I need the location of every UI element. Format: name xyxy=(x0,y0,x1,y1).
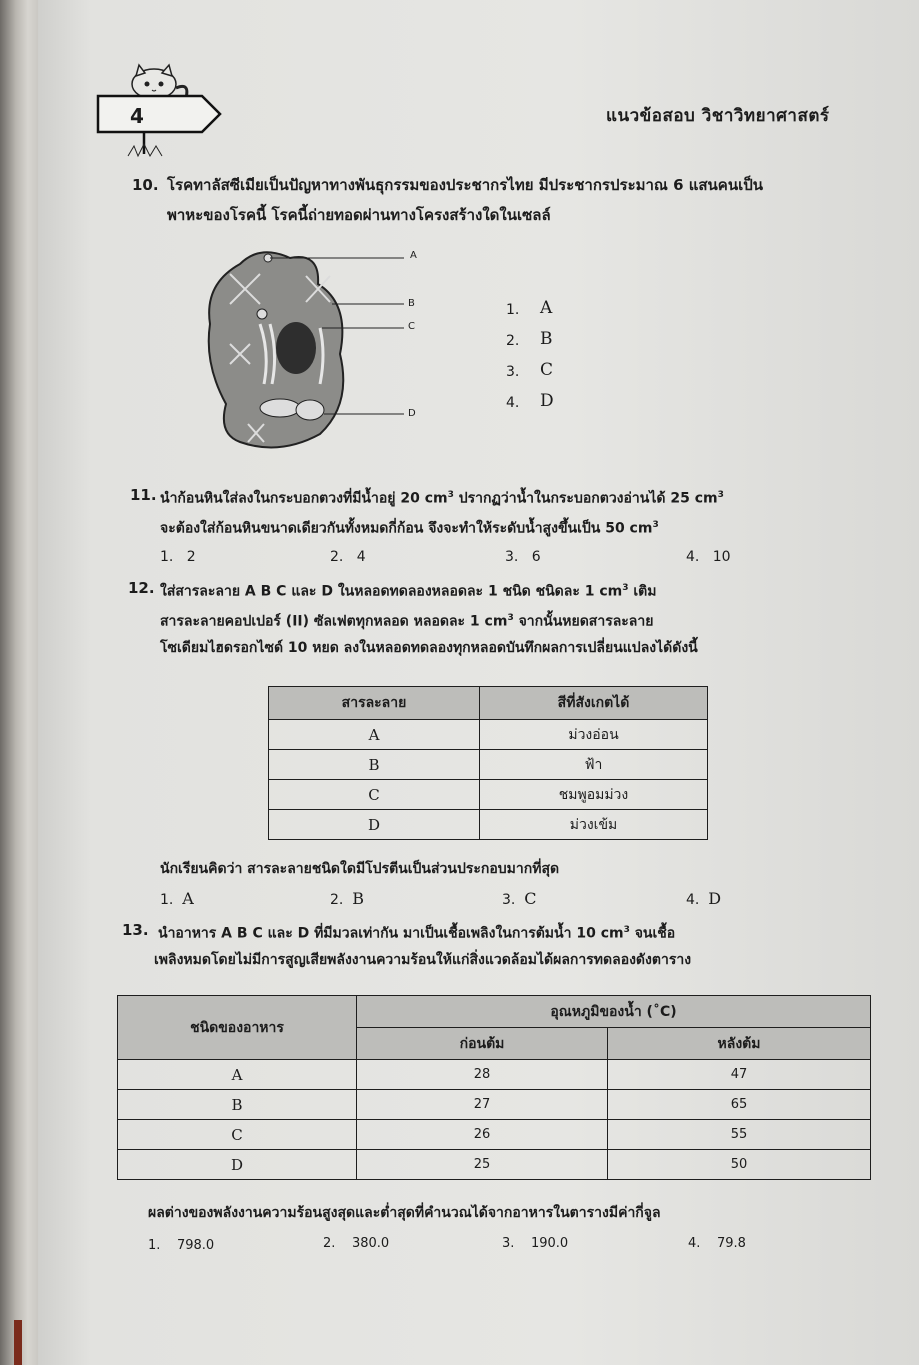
cell-label-c: C xyxy=(408,321,415,332)
table-row xyxy=(269,810,708,840)
cat-signpost-logo xyxy=(92,62,227,162)
q10-option-1: A xyxy=(540,298,553,318)
q10-option-2: B xyxy=(540,329,553,349)
table-row xyxy=(269,750,708,780)
color-cell: ม่วงเข้ม xyxy=(480,810,708,840)
q12-option-1: 1. A xyxy=(160,889,194,908)
book-spine-edge xyxy=(0,0,40,1365)
q13-header-after: หลังต้ม xyxy=(608,1028,871,1060)
binding-strip xyxy=(14,1320,22,1365)
after-cell: 65 xyxy=(608,1090,871,1120)
before-cell: 26 xyxy=(357,1120,608,1150)
q10-number: 10. xyxy=(132,176,159,194)
food-cell: D xyxy=(118,1150,357,1180)
cell-diagram xyxy=(200,244,440,458)
solution-cell: B xyxy=(269,750,480,780)
food-cell: B xyxy=(118,1090,357,1120)
q12-option-3: 3. C xyxy=(502,889,537,908)
q11-option-1: 1. 2 xyxy=(160,549,196,565)
q10-line1: โรคทาลัสซีเมียเป็นปัญหาทางพันธุกรรมของประชากรไทย มีประชากรประมาณ 6 แสนคนเป็น xyxy=(167,176,764,194)
q11-line2: จะต้องใส่ก้อนหินขนาดเดียวกันทั้งหมดกี่ก้อน จึงจะทำให้ระดับน้ำสูงขึ้นเป็น 50 $cm^3$ xyxy=(160,520,659,537)
table-row xyxy=(118,1120,871,1150)
q11-number: 11. xyxy=(130,486,157,504)
q13-table xyxy=(117,995,871,1180)
q11-option-3: 3. 6 xyxy=(505,549,541,565)
q12-option-2: 2. B xyxy=(330,889,365,908)
q12-question: นักเรียนคิดว่า สารละลายชนิดใดมีโปรตีนเป็นส่วนประกอบมากที่สุด xyxy=(160,861,560,877)
q13-number: 13. xyxy=(122,921,149,939)
q11-line1: นำก้อนหินใส่ลงในกระบอกตวงที่มีน้ำอยู่ 20 $cm^3$ ปรากฏว่าน้ำในกระบอกตวงอ่านได้ 25 $cm^3$ xyxy=(160,490,724,507)
color-cell: ฟ้า xyxy=(480,750,708,780)
q13-option-1: 1. 798.0 xyxy=(148,1238,215,1253)
q10-line2: พาหะของโรคนี้ โรคนี้ถ่ายทอดผ่านทางโครงสร้างใดในเซลล์ xyxy=(167,206,551,224)
q12-header-color: สีที่สังเกตได้ xyxy=(480,687,708,720)
q12-line2: สารละลายคอปเปอร์ (II) ซัลเฟตทุกหลอด หลอดละ 1 $cm^3$ จากนั้นหยดสารละลาย xyxy=(160,613,654,630)
q10-option-3-num: 3. xyxy=(506,364,520,380)
q10-option-4: D xyxy=(540,391,554,411)
q10-option-2-num: 2. xyxy=(506,333,520,349)
solution-cell: D xyxy=(269,810,480,840)
q12-header-solution: สารละลาย xyxy=(269,687,480,720)
after-cell: 47 xyxy=(608,1060,871,1090)
after-cell: 50 xyxy=(608,1150,871,1180)
before-cell: 28 xyxy=(357,1060,608,1090)
before-cell: 27 xyxy=(357,1090,608,1120)
q11-option-4: 4. 10 xyxy=(686,549,731,565)
q13-option-4: 4. 79.8 xyxy=(688,1236,746,1251)
q13-question: ผลต่างของพลังงานความร้อนสูงสุดและต่ำสุดที่คำนวณได้จากอาหารในตารางมีค่ากี่จูล xyxy=(148,1205,661,1221)
before-cell: 25 xyxy=(357,1150,608,1180)
food-cell: C xyxy=(118,1120,357,1150)
q10-option-4-num: 4. xyxy=(506,395,520,411)
q12-line1: ใส่สารละลาย A B C และ D ในหลอดทดลองหลอดละ 1 ชนิด ชนิดละ 1 $cm^3$ เติม xyxy=(160,583,657,600)
q10-option-1-num: 1. xyxy=(506,302,520,318)
color-cell: ม่วงอ่อน xyxy=(480,720,708,750)
q13-line2: เพลิงหมดโดยไม่มีการสูญเสียพลังงานความร้อนให้แก่สิ่งแวดล้อมได้ผลการทดลองดังตาราง xyxy=(154,952,692,968)
q13-option-3: 3. 190.0 xyxy=(502,1236,569,1251)
cell-label-d: D xyxy=(408,408,416,419)
page-number: 4 xyxy=(130,104,144,128)
q12-option-4: 4. D xyxy=(686,889,722,908)
color-cell: ชมพูอมม่วง xyxy=(480,780,708,810)
q13-header-temp: อุณหภูมิของน้ำ (˚C) xyxy=(357,996,871,1028)
q11-option-2: 2. 4 xyxy=(330,549,366,565)
table-row xyxy=(118,1060,871,1090)
table-row xyxy=(118,1090,871,1120)
table-row xyxy=(118,1150,871,1180)
table-row xyxy=(269,780,708,810)
food-cell: A xyxy=(118,1060,357,1090)
q12-number: 12. xyxy=(128,579,155,597)
solution-cell: A xyxy=(269,720,480,750)
q12-line3: โซเดียมไฮดรอกไซด์ 10 หยด ลงในหลอดทดลองทุกหลอดบันทึกผลการเปลี่ยนแปลงได้ดังนี้ xyxy=(160,640,698,656)
after-cell: 55 xyxy=(608,1120,871,1150)
cell-label-a: A xyxy=(410,250,417,261)
q13-line1: นำอาหาร A B C และ D ที่มีมวลเท่ากัน มาเป็นเชื้อเพลิงในการต้มน้ำ 10 $cm^3$ จนเชื้อ xyxy=(158,925,676,942)
q13-header-food: ชนิดของอาหาร xyxy=(118,996,357,1060)
q10-option-3: C xyxy=(540,360,554,380)
book-title: แนวข้อสอบ วิชาวิทยาศาสตร์ xyxy=(606,106,830,126)
q13-header-before: ก่อนต้ม xyxy=(357,1028,608,1060)
solution-cell: C xyxy=(269,780,480,810)
table-row xyxy=(269,720,708,750)
cell-label-b: B xyxy=(408,298,415,309)
q13-option-2: 2. 380.0 xyxy=(323,1236,390,1251)
q12-table xyxy=(268,686,708,840)
